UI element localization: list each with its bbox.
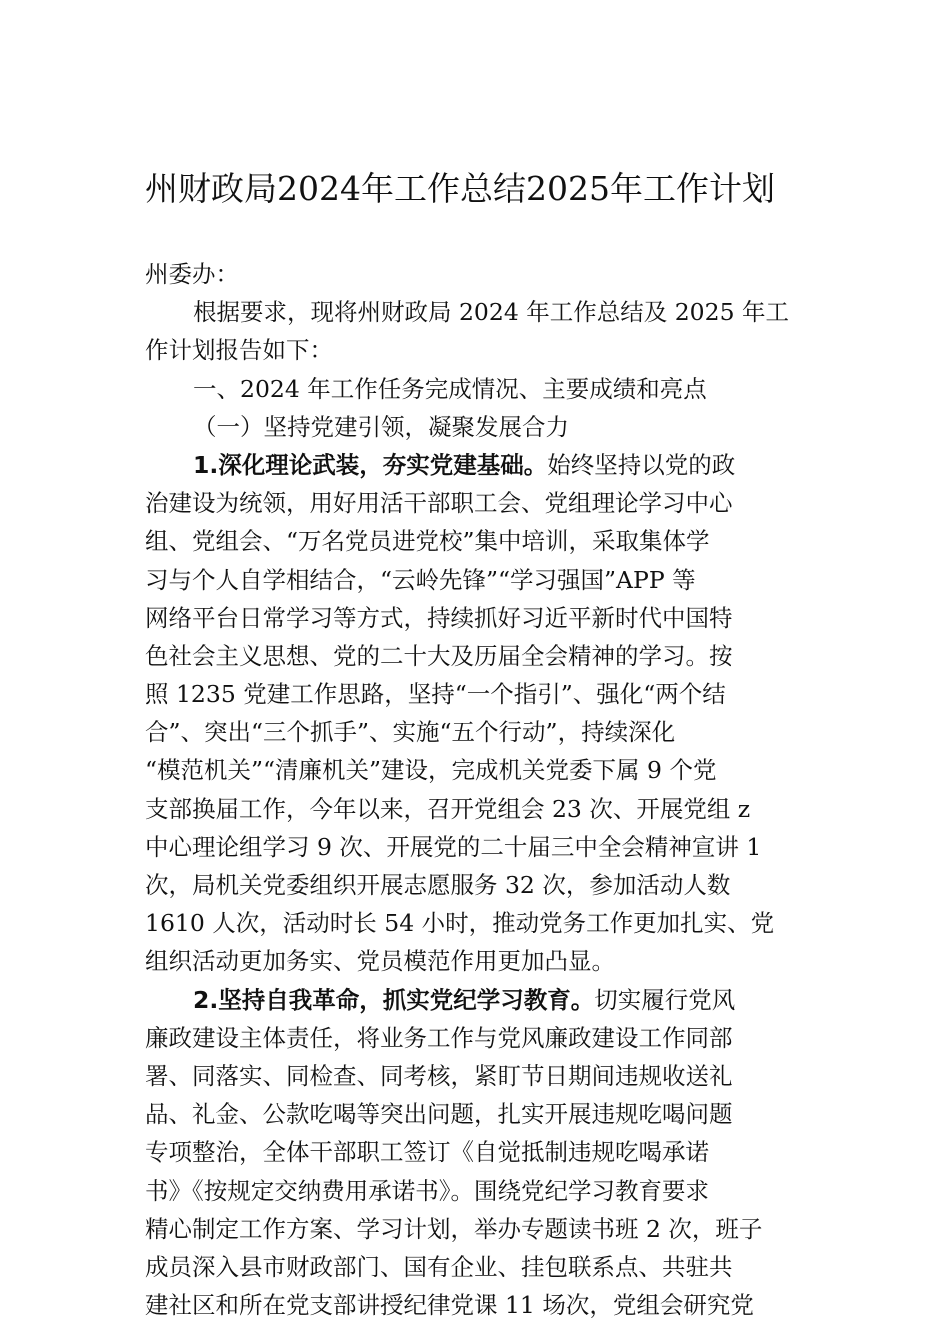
item2-first-line [145,981,807,1019]
paragraph-line: 组织活动更加务实、党员模范作用更加凸显。 [145,947,615,976]
paragraph-line: 治建设为统领，用好用活干部职工会、党组理论学习中心 [145,489,733,518]
document-title: 州财政局2024年工作总结2025年工作计划 [145,169,775,208]
paragraph-line: 品、礼金、公款吃喝等突出问题，扎实开展违规吃喝问题 [145,1100,733,1129]
intro-line: 根据要求，现将州财政局 2024 年工作总结及 2025 年工 [193,298,789,327]
section-heading: 一、2024 年工作任务完成情况、主要成绩和亮点 [193,374,707,403]
paragraph-line: 习与个人自学相结合，“云岭先锋”“学习强国”APP 等 [145,565,696,594]
intro-line: 作计划报告如下： [145,336,333,365]
paragraph-line: 1610 人次，活动时长 54 小时，推动党务工作更加扎实、党 [145,909,775,938]
item2-heading: 2.坚持自我革命，抓实党纪学习教育。 [193,985,595,1014]
paragraph-line: 色社会主义思想、党的二十大及历届全会精神的学习。按 [145,641,733,670]
paragraph-line: 照 1235 党建工作思路，坚持“一个指引”、强化“两个结 [145,680,726,709]
paragraph-line: 网络平台日常学习等方式，持续抓好习近平新时代中国特 [145,603,733,632]
item1-first-line [145,446,807,484]
paragraph-line: 廉政建设主体责任，将业务工作与党风廉政建设工作同部 [145,1023,733,1052]
document-body [145,255,807,1324]
paragraph-line: 精心制定工作方案、学习计划，举办专题读书班 2 次，班子 [145,1214,763,1243]
paragraph-line: 次，局机关党委组织开展志愿服务 32 次，参加活动人数 [145,871,731,899]
paragraph-line: 合”、突出“三个抓手”、实施“五个行动”，持续深化 [145,718,676,747]
item1-first-line-text: 始终坚持以党的政 [547,450,736,479]
paragraph-line: “模范机关”“清廉机关”建设，完成机关党委下属 9 个党 [145,756,717,785]
paragraph-line: 署、同落实、同检查、同考核，紧盯节日期间违规收送礼 [145,1061,733,1090]
item1-heading: 1.深化理论武装，夯实党建基础。 [193,450,548,479]
paragraph-line: 支部换届工作，今年以来，召开党组会 23 次、开展党组 z [145,794,751,823]
paragraph-line: 成员深入县市财政部门、国有企业、挂包联系点、共驻共 [145,1252,733,1281]
subsection-heading: （一）坚持党建引领，凝聚发展合力 [193,412,569,441]
paragraph-line: 建社区和所在党支部讲授纪律党课 11 场次，党组会研究党 [145,1291,754,1320]
item2-first-line-text: 切实履行党风 [594,985,736,1014]
paragraph-line: 组、党组会、“万名党员进党校”集中培训，采取集体学 [145,527,710,556]
paragraph-line: 书》《按规定交纳费用承诺书》。围绕党纪学习教育要求 [145,1176,709,1205]
salutation: 州委办： [145,260,239,288]
paragraph-line: 中心理论组学习 9 次、开展党的二十届三中全会精神宣讲 1 [145,832,762,861]
paragraph-line: 专项整治，全体干部职工签订《自觉抵制违规吃喝承诺 [145,1138,709,1167]
